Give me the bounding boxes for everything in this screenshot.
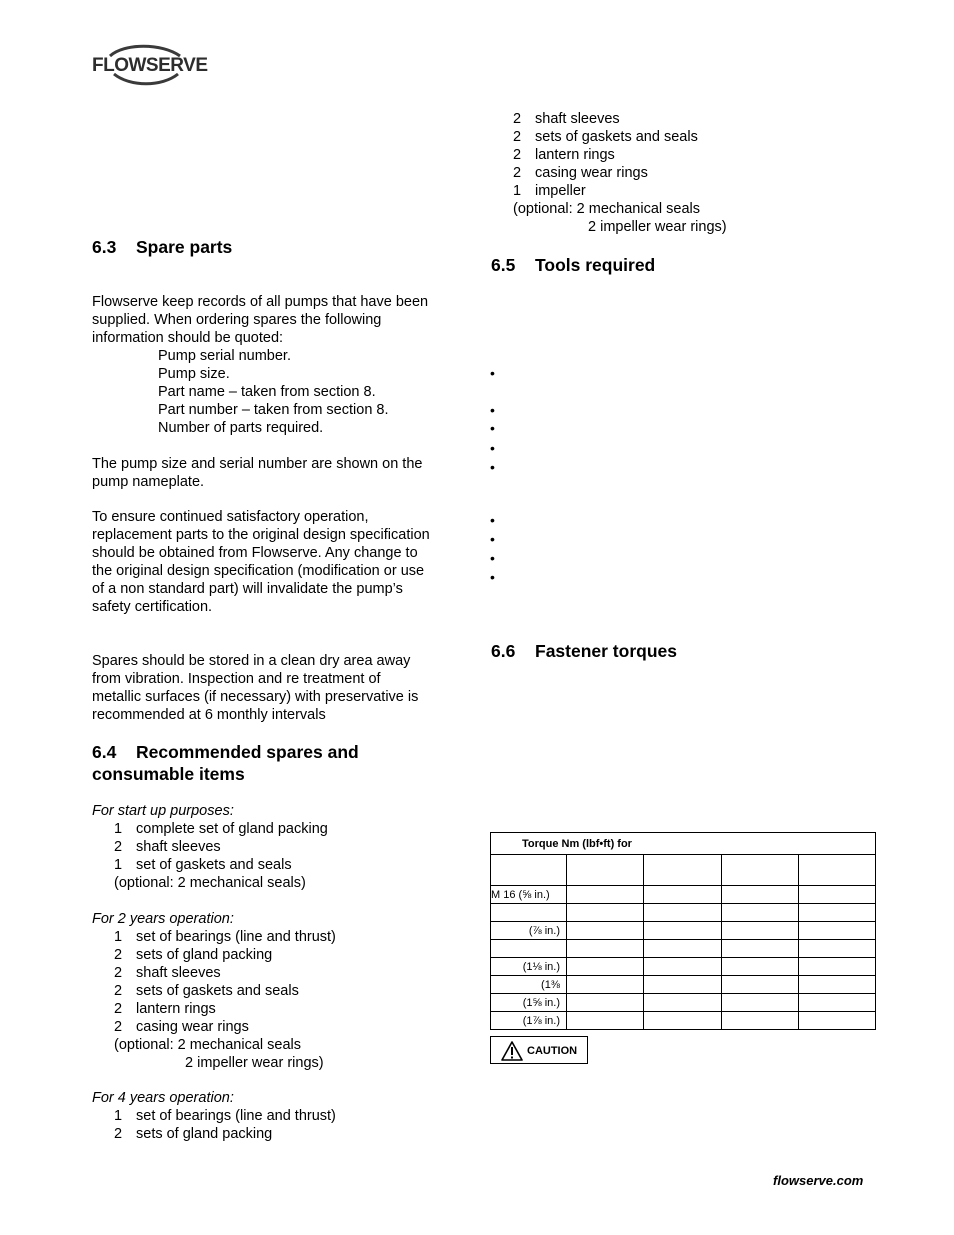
list-item: Part number – taken from section 8. (158, 402, 389, 418)
table-cell (644, 904, 721, 922)
item-text: impeller (535, 183, 586, 199)
fastener-torque-table (490, 832, 876, 1030)
section-title: Fastener torques (535, 641, 677, 661)
warning-triangle-icon (501, 1041, 523, 1061)
bullet-icon: • (490, 569, 495, 585)
list-item (92, 1000, 472, 1018)
item-text: set of bearings (line and thrust) (136, 929, 336, 945)
size-cell (491, 904, 567, 922)
list-item (513, 164, 893, 182)
quantity: 2 (513, 165, 522, 181)
item-text: sets of gaskets and seals (136, 983, 299, 999)
section-6-6-heading (491, 640, 677, 662)
caution-label: CAUTION (527, 1045, 578, 1057)
size-cell: (1⅜ (491, 976, 567, 994)
list-item: Pump size. (158, 366, 230, 382)
table-cell (644, 958, 721, 976)
table-cell (567, 994, 644, 1012)
quantity: 1 (114, 929, 123, 945)
table-row (491, 976, 876, 994)
optional-item: 2 impeller wear rings) (588, 219, 727, 235)
section-title: Tools required (535, 255, 656, 275)
bullet-icon: • (490, 550, 495, 566)
table-cell (798, 904, 875, 922)
text-line: should be obtained from Flowserve. Any change to (92, 545, 418, 561)
size-cell: M 16 (⅝ in.) (491, 886, 567, 904)
list-item (513, 110, 893, 128)
item-text: lantern rings (136, 1001, 216, 1017)
table-cell (567, 976, 644, 994)
bullet-icon: • (490, 402, 495, 418)
item-text: casing wear rings (535, 165, 648, 181)
quantity: 2 (114, 1001, 123, 1017)
section-number: 6.5 (491, 255, 516, 275)
table-cell (567, 1012, 644, 1030)
table-cell (567, 855, 644, 886)
section-title: Spare parts (136, 237, 233, 257)
table-cell (567, 922, 644, 940)
text-line: Spares should be stored in a clean dry area away (92, 653, 411, 669)
text-line: replacement parts to the original design specification (92, 527, 430, 543)
subheading: For 4 years operation: (92, 1090, 234, 1106)
quantity: 2 (114, 983, 123, 999)
list-item: Pump serial number. (158, 348, 291, 364)
section-6-3-heading (92, 236, 232, 258)
table-cell (798, 855, 875, 886)
four-year-spares (92, 1089, 472, 1143)
flowserve-logo (92, 43, 208, 87)
footer-website: flowserve.com (773, 1173, 864, 1188)
table-cell (721, 994, 798, 1012)
list-item (92, 982, 472, 1000)
optional-item: (optional: 2 mechanical seals (114, 1037, 301, 1053)
continued-operation-paragraph (92, 508, 472, 616)
storage-paragraph (92, 652, 472, 724)
nameplate-paragraph (92, 455, 472, 491)
table-header-row (491, 833, 876, 855)
list-item: Number of parts required. (158, 420, 324, 436)
text-line: of a non standard part) will invalidate the pump’s (92, 581, 403, 597)
list-item (513, 182, 893, 200)
quantity: 1 (114, 857, 123, 873)
size-cell: (1⅞ in.) (491, 1012, 567, 1030)
quantity: 1 (513, 183, 522, 199)
bullet-icon: • (490, 365, 495, 381)
item-text: shaft sleeves (136, 965, 221, 981)
item-text: sets of gland packing (136, 947, 273, 963)
section-title: Recommended spares and (136, 742, 359, 762)
section-6-5-heading (491, 254, 655, 276)
optional-item: (optional: 2 mechanical seals (513, 201, 700, 217)
size-cell: (1⅝ in.) (491, 994, 567, 1012)
table-row (491, 855, 876, 886)
section-number: 6.3 (92, 237, 117, 257)
four-year-spares-continued (513, 110, 893, 236)
section-number: 6.6 (491, 641, 516, 661)
item-text: complete set of gland packing (136, 821, 328, 837)
bullet-icon: • (490, 420, 495, 436)
table-row (491, 1012, 876, 1030)
table-row (491, 940, 876, 958)
text-line: The pump size and serial number are shown on the (92, 456, 423, 472)
item-text: lantern rings (535, 147, 615, 163)
table-row (491, 886, 876, 904)
item-text: set of gaskets and seals (136, 857, 292, 873)
bullet-icon: • (490, 440, 495, 456)
size-cell: (1⅛ in.) (491, 958, 567, 976)
list-item (92, 946, 472, 964)
subheading: For start up purposes: (92, 803, 234, 819)
quantity: 2 (114, 965, 123, 981)
size-cell (491, 940, 567, 958)
text-line: recommended at 6 monthly intervals (92, 707, 326, 723)
table-cell (721, 940, 798, 958)
quantity: 2 (114, 1019, 123, 1035)
quantity: 2 (114, 1126, 123, 1142)
table-cell (721, 904, 798, 922)
list-item (92, 1107, 472, 1125)
table-cell (798, 886, 875, 904)
table-cell (798, 994, 875, 1012)
item-text: set of bearings (line and thrust) (136, 1108, 336, 1124)
spare-parts-intro (92, 293, 472, 437)
bullet-icon: • (490, 531, 495, 547)
table-cell (798, 976, 875, 994)
quantity: 1 (114, 1108, 123, 1124)
table-row (491, 958, 876, 976)
item-text: shaft sleeves (136, 839, 221, 855)
quantity: 2 (513, 147, 522, 163)
optional-item: 2 impeller wear rings) (185, 1055, 324, 1071)
quantity: 2 (513, 129, 522, 145)
table-cell (644, 940, 721, 958)
quantity: 2 (114, 947, 123, 963)
table-cell (798, 1012, 875, 1030)
caution-badge (490, 1036, 588, 1064)
text-line: information should be quoted: (92, 330, 284, 346)
list-item (513, 128, 893, 146)
table-cell (644, 1012, 721, 1030)
list-item (92, 1018, 472, 1036)
subheading: For 2 years operation: (92, 911, 234, 927)
table-cell (567, 904, 644, 922)
table-cell (567, 940, 644, 958)
list-item (92, 928, 472, 946)
table-cell (721, 1012, 798, 1030)
item-text: sets of gland packing (136, 1126, 273, 1142)
list-item (92, 838, 472, 856)
table-cell (644, 994, 721, 1012)
table-cell (491, 855, 567, 886)
text-line: Flowserve keep records of all pumps that have been (92, 294, 429, 310)
table-row (491, 904, 876, 922)
table-cell (644, 886, 721, 904)
quantity: 2 (513, 111, 522, 127)
table-cell (567, 886, 644, 904)
item-text: shaft sleeves (535, 111, 620, 127)
text-line: pump nameplate. (92, 474, 205, 490)
two-year-spares (92, 910, 472, 1072)
table-cell (721, 958, 798, 976)
quantity: 1 (114, 821, 123, 837)
size-cell: (⅞ in.) (491, 922, 567, 940)
section-number: 6.4 (92, 742, 117, 762)
text-line: the original design specification (modification or use (92, 563, 425, 579)
text-line: To ensure continued satisfactory operation, (92, 509, 369, 525)
list-item (92, 820, 472, 838)
list-item (513, 146, 893, 164)
bullet-icon: • (490, 459, 495, 475)
table-cell (721, 855, 798, 886)
optional-item: (optional: 2 mechanical seals) (114, 875, 306, 891)
table-cell (644, 976, 721, 994)
list-item (92, 856, 472, 874)
logo-text: FLOWSERVE (92, 55, 208, 76)
quote-items-list (92, 347, 472, 437)
text-line: metallic surfaces (if necessary) with preservative is (92, 689, 419, 705)
table-row (491, 922, 876, 940)
text-line: from vibration. Inspection and re treatment of (92, 671, 381, 687)
table-cell (798, 922, 875, 940)
table-cell (798, 958, 875, 976)
item-text: sets of gaskets and seals (535, 129, 698, 145)
item-text: casing wear rings (136, 1019, 249, 1035)
section-6-4-heading (92, 741, 359, 785)
table-header: Torque Nm (lbf•ft) for (491, 833, 876, 855)
text-line: safety certification. (92, 599, 213, 615)
text-line: supplied. When ordering spares the following (92, 312, 382, 328)
list-item: Part name – taken from section 8. (158, 384, 376, 400)
table-cell (644, 922, 721, 940)
table-cell (798, 940, 875, 958)
table-cell (721, 886, 798, 904)
quantity: 2 (114, 839, 123, 855)
bullet-icon: • (490, 512, 495, 528)
table-cell (644, 855, 721, 886)
section-title-cont: consumable items (92, 764, 245, 784)
list-item (92, 1125, 472, 1143)
table-cell (567, 958, 644, 976)
table-cell (721, 922, 798, 940)
table-cell (721, 976, 798, 994)
table-row (491, 994, 876, 1012)
startup-spares (92, 802, 472, 892)
list-item (92, 964, 472, 982)
